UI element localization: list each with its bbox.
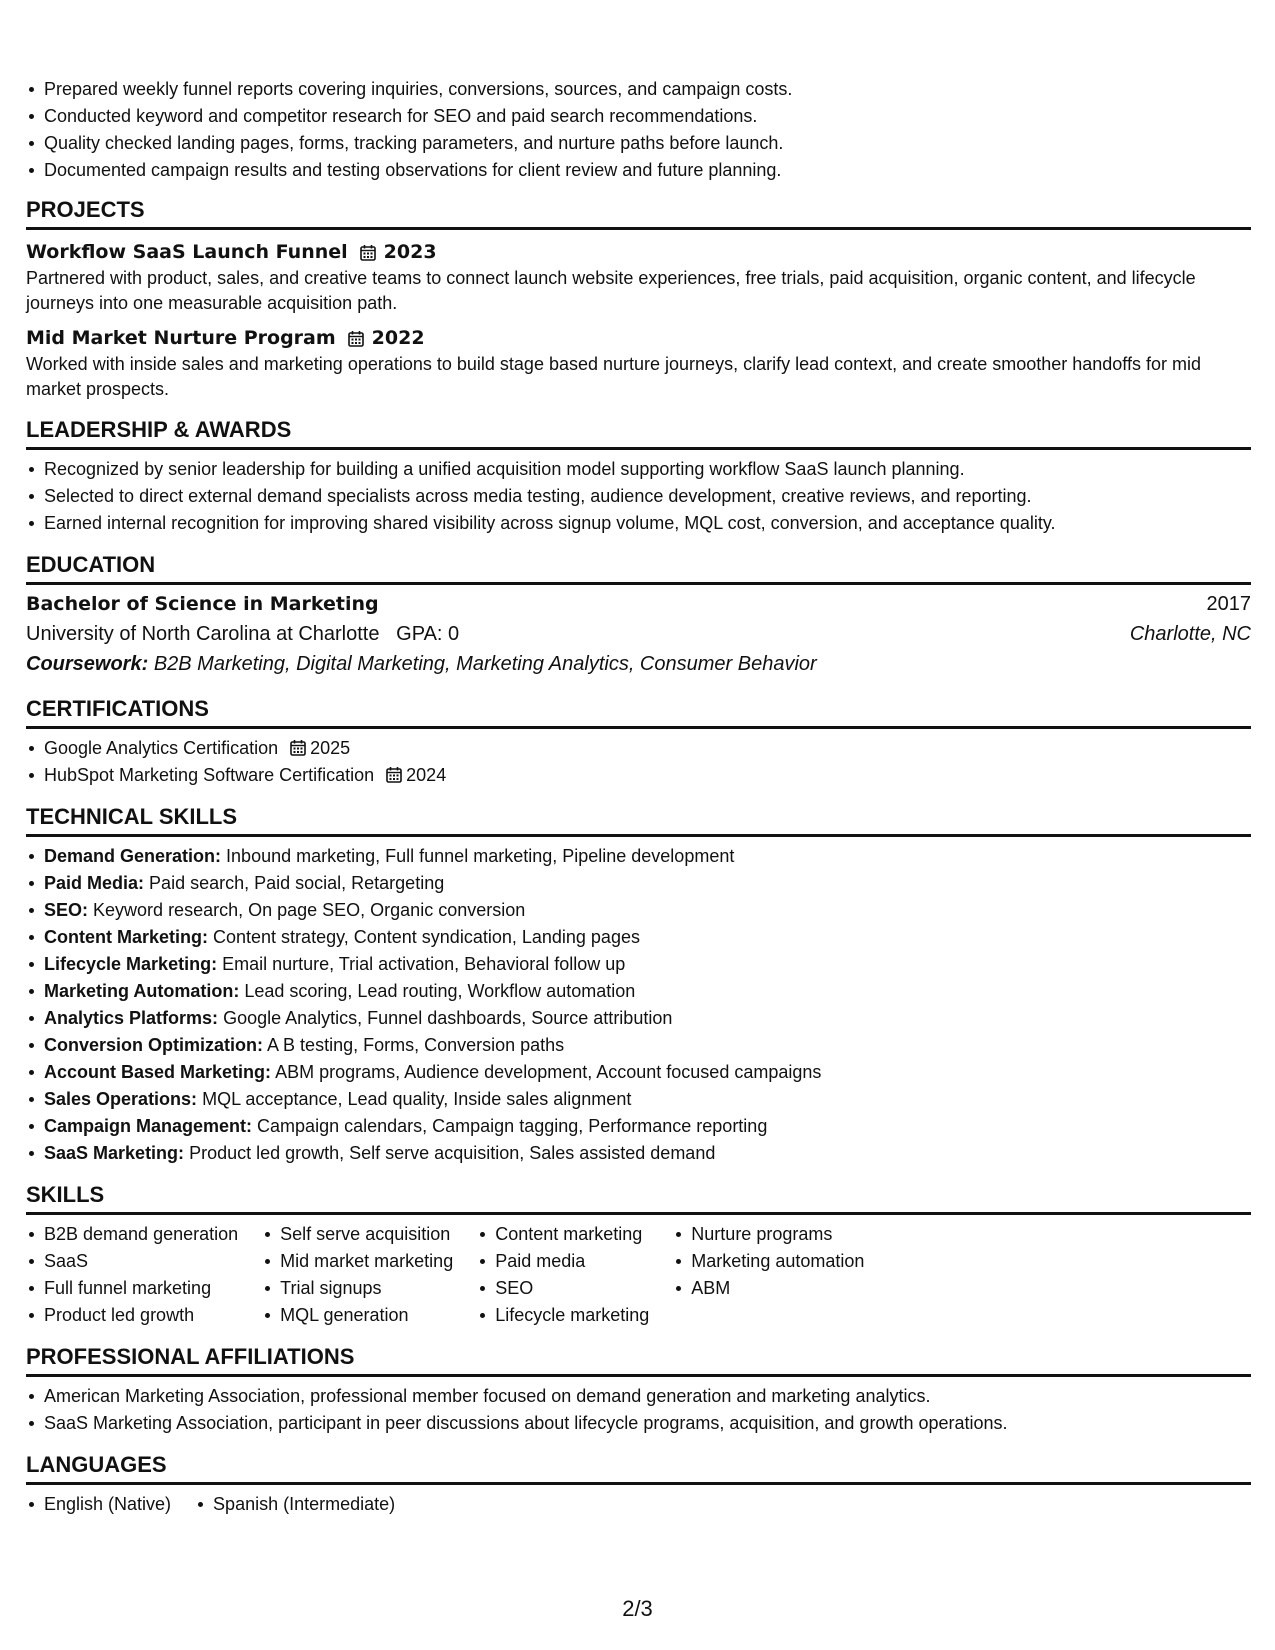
list-item: Conducted keyword and competitor research for SEO and paid search recommendations. (26, 103, 1251, 130)
skill-category: Account Based Marketing: (44, 1062, 272, 1082)
projects-section (26, 196, 1251, 402)
skill-item: ABM (673, 1275, 864, 1302)
section-heading-projects: PROJECTS (26, 196, 1251, 230)
skill-item: Mid market marketing (262, 1248, 453, 1275)
calendar-icon (348, 330, 364, 347)
list-item: Quality checked landing pages, forms, tracking parameters, and nurture paths before launch. (26, 130, 1251, 157)
page-number: 2/3 (622, 1596, 653, 1621)
technical-skill-item (26, 1086, 1251, 1113)
certification-name: HubSpot Marketing Software Certification (44, 765, 375, 785)
list-item: Selected to direct external demand specialists across media testing, audience development, creative reviews, and reporting. (26, 483, 1251, 510)
skill-item: Content marketing (477, 1221, 649, 1248)
skill-values: Paid search, Paid social, Retargeting (149, 873, 445, 893)
technical-skills-section (26, 803, 1251, 1167)
skill-category: Content Marketing: (44, 927, 208, 947)
skill-category: Demand Generation: (44, 846, 222, 866)
skill-item: Full funnel marketing (26, 1275, 238, 1302)
section-heading-certifications: CERTIFICATIONS (26, 695, 1251, 729)
project-title: Workflow SaaS Launch Funnel (26, 241, 348, 263)
skill-item: Marketing automation (673, 1248, 864, 1275)
skill-values: Product led growth, Self serve acquisition, Sales assisted demand (189, 1143, 716, 1163)
skill-item: B2B demand generation (26, 1221, 238, 1248)
project-title-row (26, 238, 1251, 266)
skill-category: SaaS Marketing: (44, 1143, 185, 1163)
gpa: GPA: 0 (396, 623, 460, 645)
skill-item: Nurture programs (673, 1221, 864, 1248)
list-item: Prepared weekly funnel reports covering inquiries, conversions, sources, and campaign costs. (26, 76, 1251, 103)
skill-item: Paid media (477, 1248, 649, 1275)
technical-skills-list (26, 843, 1251, 1167)
section-heading-languages: LANGUAGES (26, 1451, 1251, 1485)
education-school-row (26, 619, 1251, 649)
skill-values: Email nurture, Trial activation, Behavioral follow up (222, 954, 626, 974)
calendar-icon (360, 244, 376, 261)
skill-category: Analytics Platforms: (44, 1008, 219, 1028)
skill-values: Inbound marketing, Full funnel marketing, Pipeline development (226, 846, 735, 866)
education-section (26, 551, 1251, 679)
coursework-label: Coursework: (26, 653, 149, 675)
technical-skill-item (26, 1113, 1251, 1140)
technical-skill-item (26, 897, 1251, 924)
education-degree-row (26, 589, 1251, 619)
technical-skill-item (26, 1140, 1251, 1167)
skill-values: Keyword research, On page SEO, Organic conversion (93, 900, 526, 920)
certification-year: 2024 (406, 765, 447, 785)
skill-item: SEO (477, 1275, 649, 1302)
project-year: 2022 (371, 327, 425, 349)
calendar-icon (386, 766, 402, 783)
technical-skill-item (26, 951, 1251, 978)
language-item: English (Native) (26, 1491, 171, 1518)
project-entry (26, 238, 1251, 316)
skill-values: Google Analytics, Funnel dashboards, Source attribution (223, 1008, 673, 1028)
project-year: 2023 (383, 241, 437, 263)
skill-category: SEO: (44, 900, 89, 920)
list-item: Recognized by senior leadership for building a unified acquisition model supporting workflow SaaS launch planning. (26, 456, 1251, 483)
certification-year: 2025 (310, 738, 351, 758)
skill-item: SaaS (26, 1248, 238, 1275)
affiliations-list (26, 1383, 1251, 1437)
section-heading-leadership: LEADERSHIP & AWARDS (26, 416, 1251, 450)
certifications-section (26, 695, 1251, 789)
school-name: University of North Carolina at Charlotte (26, 623, 380, 645)
skills-grid (26, 1221, 1251, 1329)
technical-skill-item (26, 1005, 1251, 1032)
skills-column (673, 1221, 864, 1329)
skills-column (477, 1221, 649, 1329)
skill-item: Product led growth (26, 1302, 238, 1329)
skill-item: Lifecycle marketing (477, 1302, 649, 1329)
technical-skill-item (26, 1032, 1251, 1059)
skill-category: Campaign Management: (44, 1116, 253, 1136)
degree-name: Bachelor of Science in Marketing (26, 593, 379, 615)
skill-category: Lifecycle Marketing: (44, 954, 218, 974)
technical-skill-item (26, 843, 1251, 870)
section-heading-education: EDUCATION (26, 551, 1251, 585)
project-description: Partnered with product, sales, and creative teams to connect launch website experiences, free trials, paid acquisition, organic content, and lifecycle journeys into one measurable acquisition path. (26, 268, 1196, 313)
skills-column (262, 1221, 453, 1329)
skills-section (26, 1181, 1251, 1329)
languages-list (26, 1491, 1251, 1518)
skill-item: Trial signups (262, 1275, 453, 1302)
skills-column (26, 1221, 238, 1329)
certification-item (26, 762, 1251, 789)
language-item: Spanish (Intermediate) (195, 1491, 395, 1518)
resume-page (26, 76, 1251, 1518)
skill-category: Marketing Automation: (44, 981, 240, 1001)
skill-values: Content strategy, Content syndication, Landing pages (213, 927, 640, 947)
section-heading-affiliations: PROFESSIONAL AFFILIATIONS (26, 1343, 1251, 1377)
skill-item: Self serve acquisition (262, 1221, 453, 1248)
coursework-list: B2B Marketing, Digital Marketing, Marketing Analytics, Consumer Behavior (153, 653, 817, 675)
skill-values: ABM programs, Audience development, Account focused campaigns (275, 1062, 822, 1082)
calendar-icon (290, 739, 306, 756)
skill-category: Sales Operations: (44, 1089, 198, 1109)
certification-item (26, 735, 1251, 762)
technical-skill-item (26, 870, 1251, 897)
skill-category: Conversion Optimization: (44, 1035, 264, 1055)
list-item: SaaS Marketing Association, participant in peer discussions about lifecycle programs, acquisition, and growth operations. (26, 1410, 1251, 1437)
certification-name: Google Analytics Certification (44, 738, 279, 758)
project-entry (26, 324, 1251, 402)
affiliations-section (26, 1343, 1251, 1437)
graduation-year: 2017 (1206, 593, 1251, 615)
section-heading-technical-skills: TECHNICAL SKILLS (26, 803, 1251, 837)
project-title: Mid Market Nurture Program (26, 327, 336, 349)
technical-skill-item (26, 978, 1251, 1005)
leadership-section (26, 416, 1251, 537)
school-info (26, 619, 459, 649)
skill-values: Lead scoring, Lead routing, Workflow automation (244, 981, 636, 1001)
skill-values: A B testing, Forms, Conversion paths (267, 1035, 565, 1055)
skill-category: Paid Media: (44, 873, 145, 893)
list-item: American Marketing Association, professional member focused on demand generation and marketing analytics. (26, 1383, 1251, 1410)
certifications-list (26, 735, 1251, 789)
school-location: Charlotte, NC (1129, 623, 1251, 645)
leadership-list (26, 456, 1251, 537)
coursework-row (26, 649, 1251, 679)
list-item: Earned internal recognition for improving shared visibility across signup volume, MQL cost, conversion, and acceptance quality. (26, 510, 1251, 537)
skill-values: MQL acceptance, Lead quality, Inside sales alignment (202, 1089, 632, 1109)
languages-section (26, 1451, 1251, 1518)
skill-values: Campaign calendars, Campaign tagging, Performance reporting (257, 1116, 768, 1136)
list-item: Documented campaign results and testing observations for client review and future planning. (26, 157, 1251, 184)
technical-skill-item (26, 924, 1251, 951)
section-heading-skills: SKILLS (26, 1181, 1251, 1215)
technical-skill-item (26, 1059, 1251, 1086)
project-title-row (26, 324, 1251, 352)
project-description: Worked with inside sales and marketing operations to build stage based nurture journeys, clarify lead context, and create smoother handoffs for mid market prospects. (26, 354, 1201, 399)
experience-bullets (26, 76, 1251, 184)
skill-item: MQL generation (262, 1302, 453, 1329)
